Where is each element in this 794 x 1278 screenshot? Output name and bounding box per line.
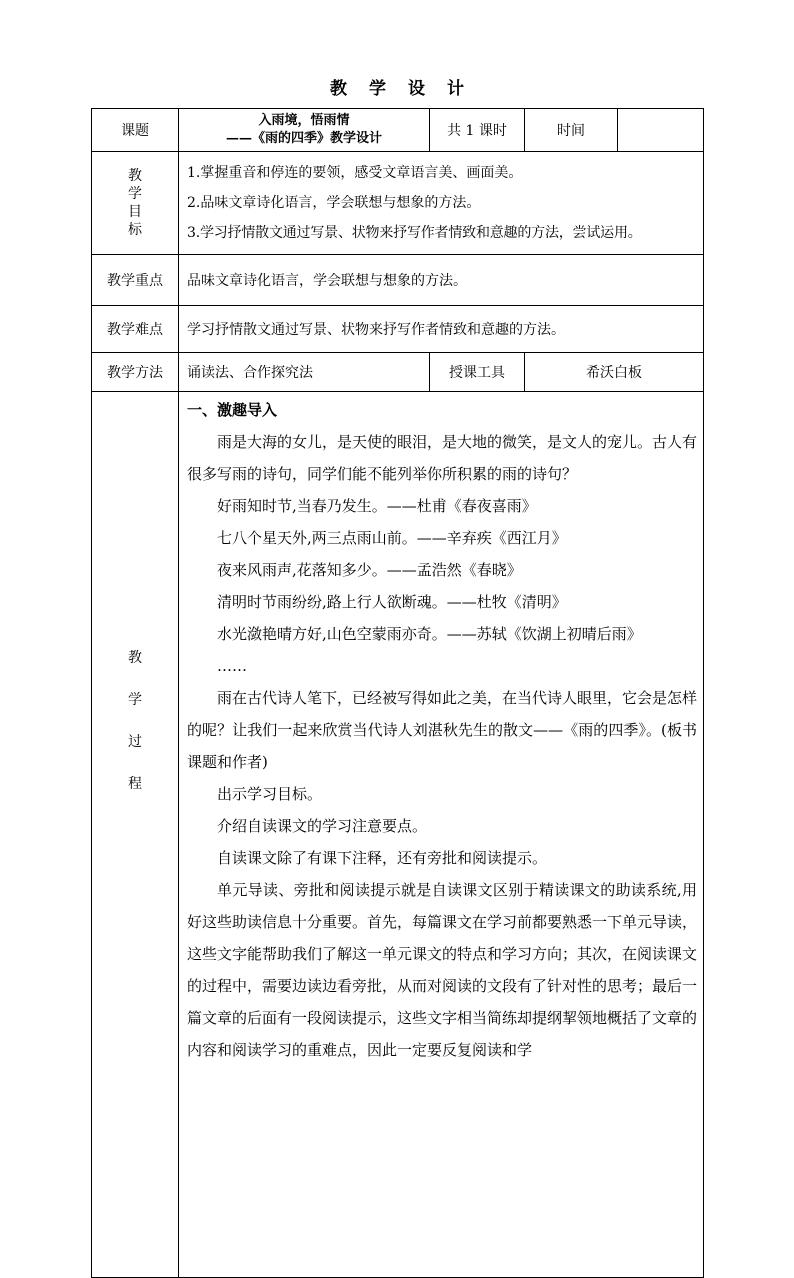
lesson-plan-table [91,108,704,1278]
time-label: 时间 [525,109,618,152]
paragraph: 单元导读、旁批和阅读提示就是自读课文区别于精读课文的助读系统,用好这些助读信息十分重要。首先，每篇课文在学习前都要熟悉一下单元导读，这些文字能帮助我们了解这一单元课文的特点和学习方向；其次，在阅读课文的过程中，需要边读边看旁批，从而对阅读的文段有了针对性的思考；最后一篇文章的后面有一段阅读提示，这些文字相当简练却提纲挈领地概括了文章的内容和阅读学习的重难点，因此一定要反复阅读和学 [187,881,698,1059]
process-label-char: 学 [128,692,142,708]
paragraph: 雨是大海的女儿，是天使的眼泪，是大地的微笑，是文人的宠儿。古人有很多写雨的诗句，同学们能不能列举你所积累的雨的诗句？ [187,433,698,483]
tools-value: 希沃白板 [525,353,704,392]
goal-item: 3.学习抒情散文通过写景、状物来抒写作者情致和意趣的方法，尝试运用。 [187,225,642,241]
ellipsis: …… [217,657,247,675]
goal-item: 2.品味文章诗化语言，学会联想与想象的方法。 [187,195,481,211]
difficulty-row [92,306,704,353]
lesson-title [179,109,430,152]
time-value [618,109,704,152]
method-row [92,353,704,392]
poem-line: 夜来风雨声,花落知多少。——孟浩然《春晓》 [217,561,522,579]
paragraph: 介绍自读课文的学习注意要点。 [217,817,428,835]
topic-label: 课题 [92,109,179,152]
tools-label: 授课工具 [430,353,525,392]
difficulty-label: 教学难点 [92,306,179,353]
focus-label: 教学重点 [92,255,179,306]
poem-line: 清明时节雨纷纷,路上行人欲断魂。——杜牧《清明》 [217,593,567,611]
goals-row [92,152,704,255]
goals-list [179,152,704,255]
paragraph: 出示学习目标。 [217,785,323,803]
method-text: 诵读法、合作探究法 [179,353,430,392]
paragraph: 自读课文除了有课下注释，还有旁批和阅读提示。 [217,849,548,867]
process-label-char: 教 [128,650,142,666]
poem-line: 七八个星天外,两三点雨山前。——辛弃疾《西江月》 [217,529,567,547]
process-label-char: 程 [128,776,142,792]
page-title: 教学设计 [330,79,486,99]
poem-line: 水光潋艳晴方好,山色空蒙雨亦奇。——苏轼《饮湖上初晴后雨》 [217,625,642,643]
focus-row [92,255,704,306]
class-hours: 共 1 课时 [430,109,525,152]
method-label: 教学方法 [92,353,179,392]
lesson-title-line1: 入雨境，悟雨情 [258,113,350,128]
title-row [92,109,704,152]
goal-item: 1.掌握重音和停连的要领，感受文章语言美、画面美。 [187,165,523,181]
goals-label-char: 标 [128,222,142,238]
focus-text: 品味文章诗化语言，学会联想与想象的方法。 [179,255,704,306]
process-label-char: 过 [128,734,142,750]
difficulty-text: 学习抒情散文通过写景、状物来抒写作者情致和意趣的方法。 [179,306,704,353]
process-row [92,392,704,1278]
goals-label [92,152,179,255]
process-content [179,392,704,1278]
section-heading: 一、激趣导入 [187,401,278,419]
goals-label-char: 目 [128,204,142,220]
goals-label-char: 教 [128,168,142,184]
process-label [92,392,179,1278]
goals-label-char: 学 [128,186,142,202]
lesson-title-line2: ——《雨的四季》教学设计 [225,131,382,146]
poem-line: 好雨知时节,当春乃发生。——杜甫《春夜喜雨》 [217,497,537,515]
paragraph: 雨在古代诗人笔下，已经被写得如此之美，在当代诗人眼里，它会是怎样的呢？让我们一起来欣赏当代诗人刘湛秋先生的散文——《雨的四季》。(板书课题和作者) [187,689,698,771]
